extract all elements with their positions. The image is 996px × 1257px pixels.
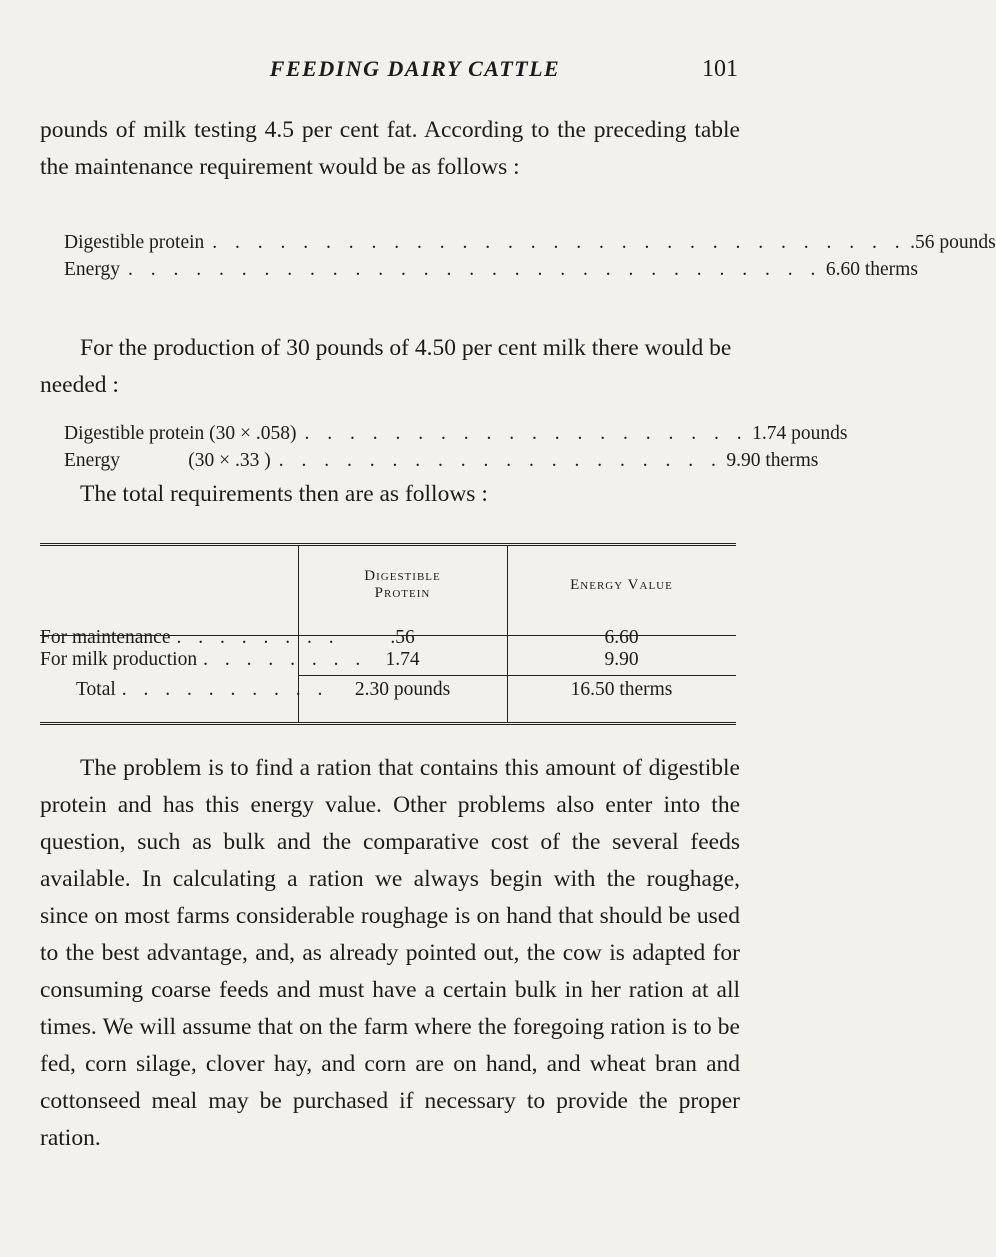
req-value: 1.74 pounds <box>752 423 848 444</box>
req-value: 6.60 therms <box>825 259 918 280</box>
production-row-energy <box>64 450 819 477</box>
cell-energy: 6.60 <box>604 627 639 648</box>
page-number: 101 <box>702 56 738 82</box>
column-header-protein: Digestible Protein <box>364 568 441 601</box>
paragraph-3: The total requirements then are as follows : <box>80 481 488 507</box>
dot-leader: . . . . . . . . <box>203 649 367 670</box>
dot-leader: . . . . . . . . . . . . . . . . . . . . . . . . . . . . . . . <box>212 232 907 253</box>
paragraph-2: For the production of 30 pounds of 4.50 per cent milk there would be needed : <box>40 335 732 398</box>
cell-energy: 9.90 <box>604 649 639 670</box>
table-row-label-total: Total . . . . . . . . . . <box>76 679 329 700</box>
dot-leader: . . . . . . . . . . . . . . . . . . . . <box>278 450 723 471</box>
req-label: Digestible protein <box>64 232 205 253</box>
total-rule <box>298 675 507 676</box>
req-label: Energy <box>64 259 120 280</box>
requirements-table <box>40 543 736 725</box>
req-value: 9.90 therms <box>726 450 819 471</box>
dot-leader: . . . . . . . . . . . . . . . . . . . . . . . . . . . . . . . <box>127 259 822 280</box>
req-value: .56 pounds <box>910 232 996 253</box>
column-header-energy: Energy Value <box>570 577 673 593</box>
maintenance-row-energy <box>64 259 918 286</box>
cell-protein: 1.74 <box>385 649 420 670</box>
production-requirements <box>64 423 848 477</box>
maintenance-requirements <box>64 232 996 286</box>
cell-total-energy: 16.50 therms <box>570 679 673 700</box>
production-row-protein <box>64 423 848 450</box>
table-row-label-maintenance: For maintenance . . . . . . . . <box>40 627 340 648</box>
paragraph-4: The problem is to find a ration that contains this amount of digestible protein and has this energy value. Other problems also enter into the question, such as bulk and the comparative cost of the several feeds available. In calculating a ration we always begin with the roughage, since on most farms considerable roughage is on hand that should be used to the best advantage, and, as already pointed out, the cow is adapted for consuming coarse feeds and must have a certain bulk in her ration at all times. We will assume that on the farm where the foregoing ration is to be fed, corn silage, clover hay, and corn are on hand, and wheat bran and cottonseed meal may be purchased if necessary to provide the proper ration. <box>40 755 740 1151</box>
total-rule <box>507 675 736 676</box>
dot-leader: . . . . . . . . . . <box>121 679 329 700</box>
dot-leader: . . . . . . . . <box>176 627 340 648</box>
cell-protein: .56 <box>390 627 415 648</box>
running-head: FEEDING DAIRY CATTLE <box>269 56 561 81</box>
table-row-label-milk: For milk production . . . . . . . . <box>40 649 367 670</box>
maintenance-row-protein <box>64 232 996 259</box>
cell-total-protein: 2.30 pounds <box>354 679 451 700</box>
req-label: Energy (30 × .33 ) <box>64 450 271 471</box>
dot-leader: . . . . . . . . . . . . . . . . . . . . <box>304 423 749 444</box>
paragraph-1: pounds of milk testing 4.5 per cent fat. According to the preceding table the maintenance requirement would be as follows : <box>40 117 740 180</box>
page-header <box>0 56 740 92</box>
req-label: Digestible protein (30 × .058) <box>64 423 297 444</box>
